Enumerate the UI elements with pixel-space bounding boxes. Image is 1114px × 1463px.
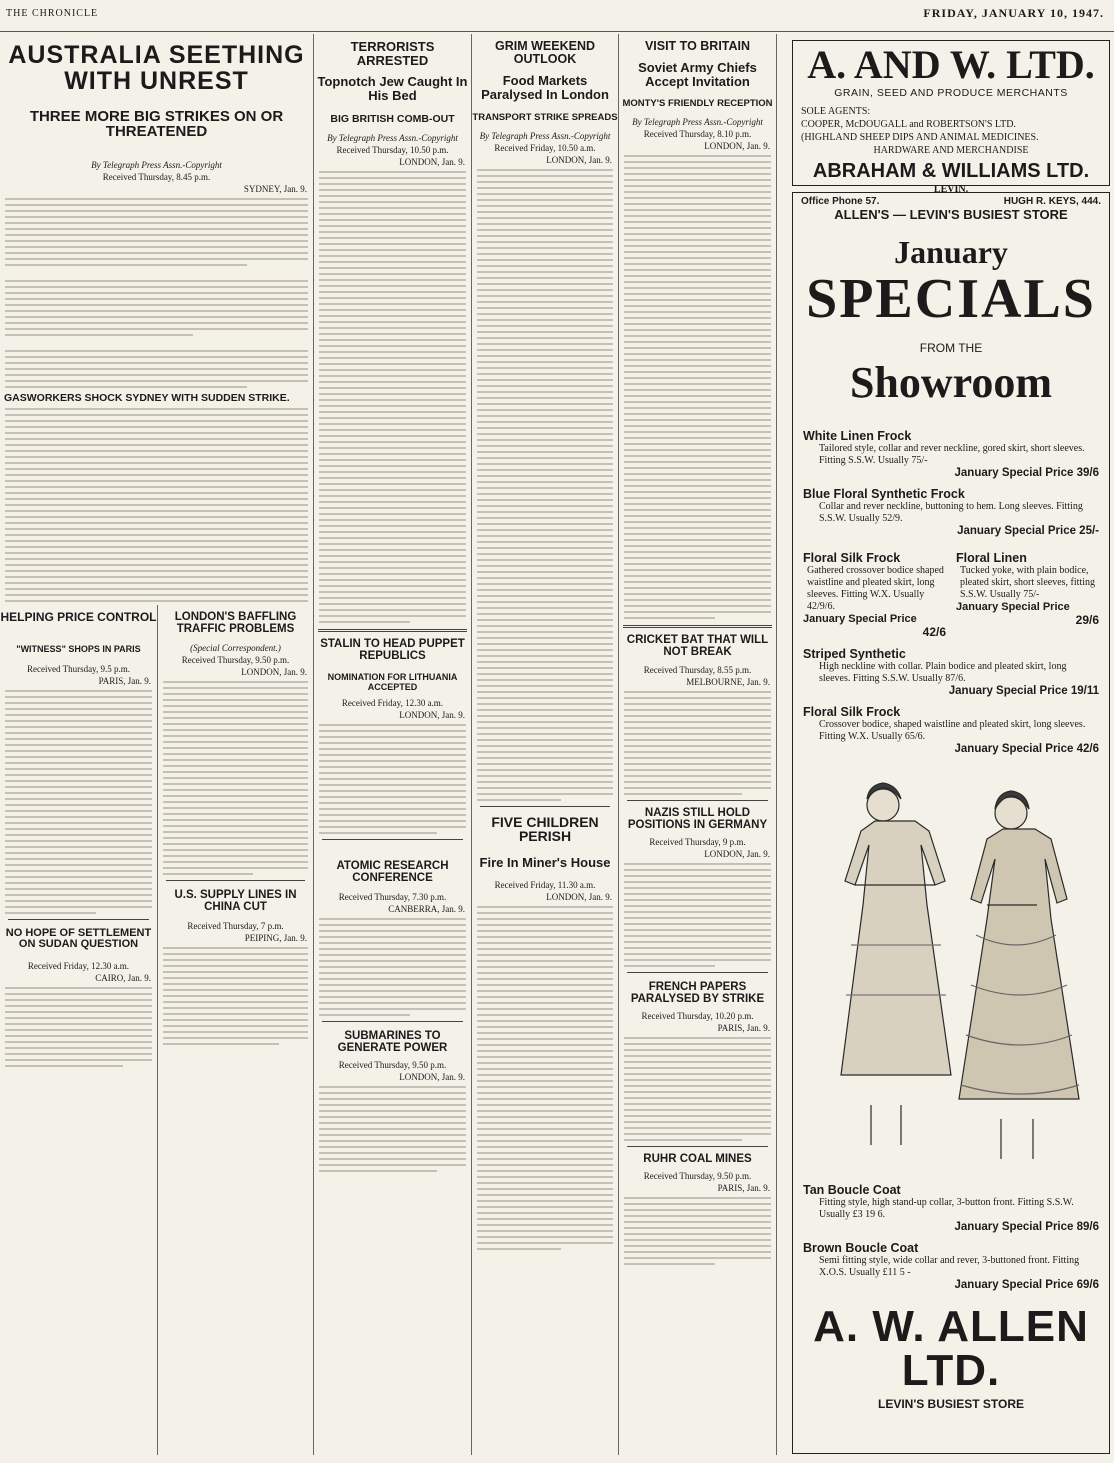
article-body <box>5 690 152 914</box>
product-name: Blue Floral Synthetic Frock <box>803 487 965 501</box>
advert-specials: SPECIALS <box>806 268 1096 330</box>
product-item <box>803 551 946 639</box>
article-london-traffic <box>158 605 314 1455</box>
dateline-2: LONDON, Jan. 9. <box>546 891 612 902</box>
received-time: Received Friday, 10.50 a.m. <box>494 142 596 153</box>
product-name: Brown Boucle Coat <box>803 1241 919 1255</box>
product-price: January Special Price 89/6 <box>954 1221 1099 1233</box>
dateline-2: LONDON, Jan. 9. <box>399 709 465 720</box>
dateline-4: LONDON, Jan. 9. <box>399 1071 465 1082</box>
subhead-2: BIG BRITISH COMB-OUT <box>330 112 455 125</box>
product-name: Tan Boucle Coat <box>803 1183 901 1197</box>
byline: By Telegraph Press Assn.-Copyright <box>327 132 458 143</box>
received-time: Received Thursday, 10.50 p.m. <box>336 144 449 155</box>
article-body <box>624 155 771 619</box>
product-name: Floral Linen <box>956 551 1027 565</box>
product-name: Striped Synthetic <box>803 647 906 661</box>
received-time-3: Received Thursday, 9 p.m. <box>649 836 746 847</box>
article-body-stalin <box>319 724 466 834</box>
received-time-5: Received Thursday, 9.50 p.m. <box>643 1170 752 1181</box>
advert-firm: ABRAHAM & WILLIAMS LTD. <box>812 160 1090 182</box>
headline: HELPING PRICE CONTROL <box>0 610 157 624</box>
headline: VISIT TO BRITAIN <box>644 39 751 53</box>
article-body-submarines <box>319 1086 466 1172</box>
article-visit-britain <box>619 34 777 1455</box>
advert-showroom: Showroom <box>849 358 1053 407</box>
headline-ruhr: RUHR COAL MINES <box>643 1152 752 1165</box>
advert-phone: Office Phone 57. <box>801 196 880 207</box>
advert-line-3: (HIGHLAND SHEEP DIPS AND ANIMAL MEDICINES. <box>801 132 1039 143</box>
subhead: THREE MORE BIG STRIKES ON OR THREATENED <box>29 107 284 141</box>
dateline: LONDON, Jan. 9. <box>546 154 612 165</box>
product-price: 29/6 <box>1075 613 1099 627</box>
product-pair <box>803 543 1099 639</box>
product-item <box>803 1183 1099 1233</box>
product-description: Tucked yoke, with plain bodice, pleated skirt, short sleeves, fitting S.S.W. Usually 75/- <box>960 565 1095 600</box>
product-price: January Special Price 25/- <box>957 525 1099 537</box>
fashion-models-illustration <box>811 765 1091 1175</box>
article-body-french <box>624 1037 771 1141</box>
advert-january: January <box>894 234 1008 270</box>
headline: GRIM WEEKEND OUTLOOK <box>495 39 595 67</box>
article-body-continued <box>5 408 308 605</box>
advert-tagline: GRAIN, SEED AND PRODUCE MERCHANTS <box>834 87 1068 99</box>
article-grim-weekend <box>472 34 619 1455</box>
dateline: SYDNEY, Jan. 9. <box>243 184 307 194</box>
article-body-sudan <box>5 987 152 1067</box>
dateline: PARIS, Jan. 9. <box>98 675 151 686</box>
advert-slogan: LEVIN'S BUSIEST STORE <box>878 1397 1024 1411</box>
article-body <box>477 169 613 801</box>
product-price: January Special Price 69/6 <box>954 1279 1099 1291</box>
subhead: Food Markets Paralysed In London <box>481 73 609 102</box>
headline-submarines: SUBMARINES TO GENERATE POWER <box>337 1029 448 1054</box>
subhead: "WITNESS" SHOPS IN PARIS <box>16 643 141 654</box>
crosshead: GASWORKERS SHOCK SYDNEY WITH SUDDEN STRIKE. <box>4 392 290 404</box>
product-item <box>803 429 1099 479</box>
advert-top-line: ALLEN'S — LEVIN'S BUSIEST STORE <box>834 207 1068 222</box>
article-body-china <box>163 947 308 1045</box>
advert-from: FROM THE <box>919 341 983 355</box>
dateline-4: PARIS, Jan. 9. <box>717 1022 770 1033</box>
product-description: Collar and rever neckline, buttoning to hem. Long sleeves. Fitting S.S.W. Usually 52/9. <box>819 501 1083 524</box>
subhead: Topnotch Jew Caught In His Bed <box>317 74 468 103</box>
received-time-4: Received Thursday, 10.20 p.m. <box>641 1010 754 1021</box>
dateline-3: LONDON, Jan. 9. <box>704 848 770 859</box>
byline: By Telegraph Press Assn.-Copyright <box>91 160 222 170</box>
byline: (Special Correspondent.) <box>190 643 281 654</box>
headline-atomic: ATOMIC RESEARCH CONFERENCE <box>336 859 449 884</box>
masthead <box>0 0 1114 32</box>
article-body-nazis <box>624 863 771 967</box>
issue-date: FRIDAY, JANUARY 10, 1947. <box>923 6 1104 20</box>
article-body <box>5 198 308 388</box>
dateline: LONDON, Jan. 9. <box>399 156 465 167</box>
dateline-2: PEIPING, Jan. 9. <box>244 933 307 944</box>
advert-line-4: HARDWARE AND MERCHANDISE <box>873 145 1029 156</box>
article-body <box>163 681 308 875</box>
product-item <box>803 1241 1099 1291</box>
product-name: Floral Silk Frock <box>803 551 901 565</box>
advert-title: A. AND W. LTD. <box>807 42 1095 87</box>
product-description: Crossover bodice, shaped waistline and pleated skirt, long sleeves. Fitting W.X. Usually 65/6. <box>819 719 1086 742</box>
article-terrorists <box>314 34 472 1455</box>
headline-china: U.S. SUPPLY LINES IN CHINA CUT <box>174 889 297 914</box>
product-name: White Linen Frock <box>803 429 912 443</box>
article-australia-unrest <box>0 34 314 605</box>
article-body <box>319 171 466 623</box>
dateline-3: CANBERRA, Jan. 9. <box>388 903 465 914</box>
advert-a-and-w <box>792 40 1110 207</box>
received-time: Received Thursday, 9.50 p.m. <box>181 655 290 666</box>
headline-stalin: STALIN TO HEAD PUPPET REPUBLICS <box>320 637 465 662</box>
received-time-3: Received Thursday, 7.30 p.m. <box>338 891 447 902</box>
dateline: LONDON, Jan. 9. <box>241 667 307 678</box>
product-price: January Special Price 39/6 <box>954 467 1099 479</box>
headline-cricket: CRICKET BAT THAT WILL NOT BREAK <box>626 634 769 659</box>
article-price-control <box>0 605 158 1455</box>
advert-line-2: COOPER, McDOUGALL and ROBERTSON'S LTD. <box>801 119 1016 130</box>
received-time-2: Received Friday, 12.30 a.m. <box>341 697 444 708</box>
article-body-cricket <box>624 691 771 795</box>
paper-name: THE CHRONICLE <box>6 8 99 19</box>
advert-firm-logo: A. W. ALLEN LTD. <box>813 1302 1089 1395</box>
byline: By Telegraph Press Assn.-Copyright <box>479 130 611 141</box>
subhead-2: TRANSPORT STRIKE SPREADS <box>472 111 618 123</box>
received-time-2: Received Friday, 12.30 a.m. <box>27 960 130 971</box>
received-time: Received Thursday, 9.5 p.m. <box>27 663 130 674</box>
product-description: Fitting style, high stand-up collar, 3-button front. Fitting S.S.W. Usually £3 19 6. <box>819 1197 1074 1220</box>
product-name: Floral Silk Frock <box>803 705 901 719</box>
subhead-3: NOMINATION FOR LITHUANIA ACCEPTED <box>327 671 458 692</box>
subhead: Soviet Army Chiefs Accept Invitation <box>638 60 757 89</box>
product-price: 42/6 <box>922 625 946 639</box>
received-time-2: Received Thursday, 7 p.m. <box>187 921 284 932</box>
advert-line-1: SOLE AGENTS: <box>801 106 871 117</box>
advert-allens <box>792 192 1110 1454</box>
product-item <box>803 487 1099 537</box>
product-description: Gathered crossover bodice shaped waistline and pleated skirt, long sleeves. Fitting W.X. Usually 42/9/6. <box>807 565 944 612</box>
article-body-ruhr <box>624 1197 771 1265</box>
received-time: Received Thursday, 8.45 p.m. <box>102 172 211 182</box>
product-item <box>803 647 1099 697</box>
headline-children: FIVE CHILDREN PERISH <box>491 813 599 845</box>
dateline-2: MELBOURNE, Jan. 9. <box>686 676 770 687</box>
received-time: Received Thursday, 8.10 p.m. <box>643 129 752 140</box>
byline: By Telegraph Press Assn.-Copyright <box>632 117 763 128</box>
advert-manager: HUGH R. KEYS, 444. <box>1003 196 1101 207</box>
product-item <box>956 551 1099 639</box>
article-body-atomic <box>319 918 466 1016</box>
product-price: January Special Price 42/6 <box>954 743 1099 755</box>
headline: TERRORISTS ARRESTED <box>350 39 435 68</box>
dateline: LONDON, Jan. 9. <box>704 141 770 152</box>
product-description: Tailored style, collar and rever neckline, gored skirt, short sleeves. Fitting S.S.W. Usually 75/- <box>819 443 1085 466</box>
received-time-2: Received Friday, 11.30 a.m. <box>494 879 596 890</box>
article-body-children <box>477 906 613 1250</box>
received-time-4: Received Thursday, 9.50 p.m. <box>338 1059 447 1070</box>
received-time-2: Received Thursday, 8.55 p.m. <box>643 664 752 675</box>
product-description: High neckline with collar. Plain bodice and pleated skirt, long sleeves. Fitting S.S.W. Usually 87/6. <box>819 661 1067 684</box>
headline: LONDON'S BAFFLING TRAFFIC PROBLEMS <box>174 611 297 636</box>
subhead-3: Fire In Miner's House <box>479 854 611 870</box>
product-price-label: January Special Price <box>803 613 917 625</box>
dateline-5: PARIS, Jan. 9. <box>717 1182 770 1193</box>
headline: AUSTRALIA SEETHING WITH UNREST <box>8 41 305 96</box>
product-price-label: January Special Price <box>956 601 1070 613</box>
dateline-2: CAIRO, Jan. 9. <box>95 972 151 983</box>
advert-town: LEVIN. <box>933 184 969 195</box>
subhead-2: MONTY'S FRIENDLY RECEPTION <box>622 98 773 110</box>
product-item <box>803 705 1099 755</box>
headline-sudan: NO HOPE OF SETTLEMENT ON SUDAN QUESTION <box>5 926 152 951</box>
product-price: January Special Price 19/11 <box>948 685 1099 697</box>
headline-french-papers: FRENCH PAPERS PARALYSED BY STRIKE <box>630 980 765 1005</box>
product-description: Semi fitting style, wide collar and rever, 3-buttoned front. Fitting X.O.S. Usually £11 5 - <box>819 1255 1080 1278</box>
headline-nazis: NAZIS STILL HOLD POSITIONS IN GERMANY <box>627 806 768 831</box>
